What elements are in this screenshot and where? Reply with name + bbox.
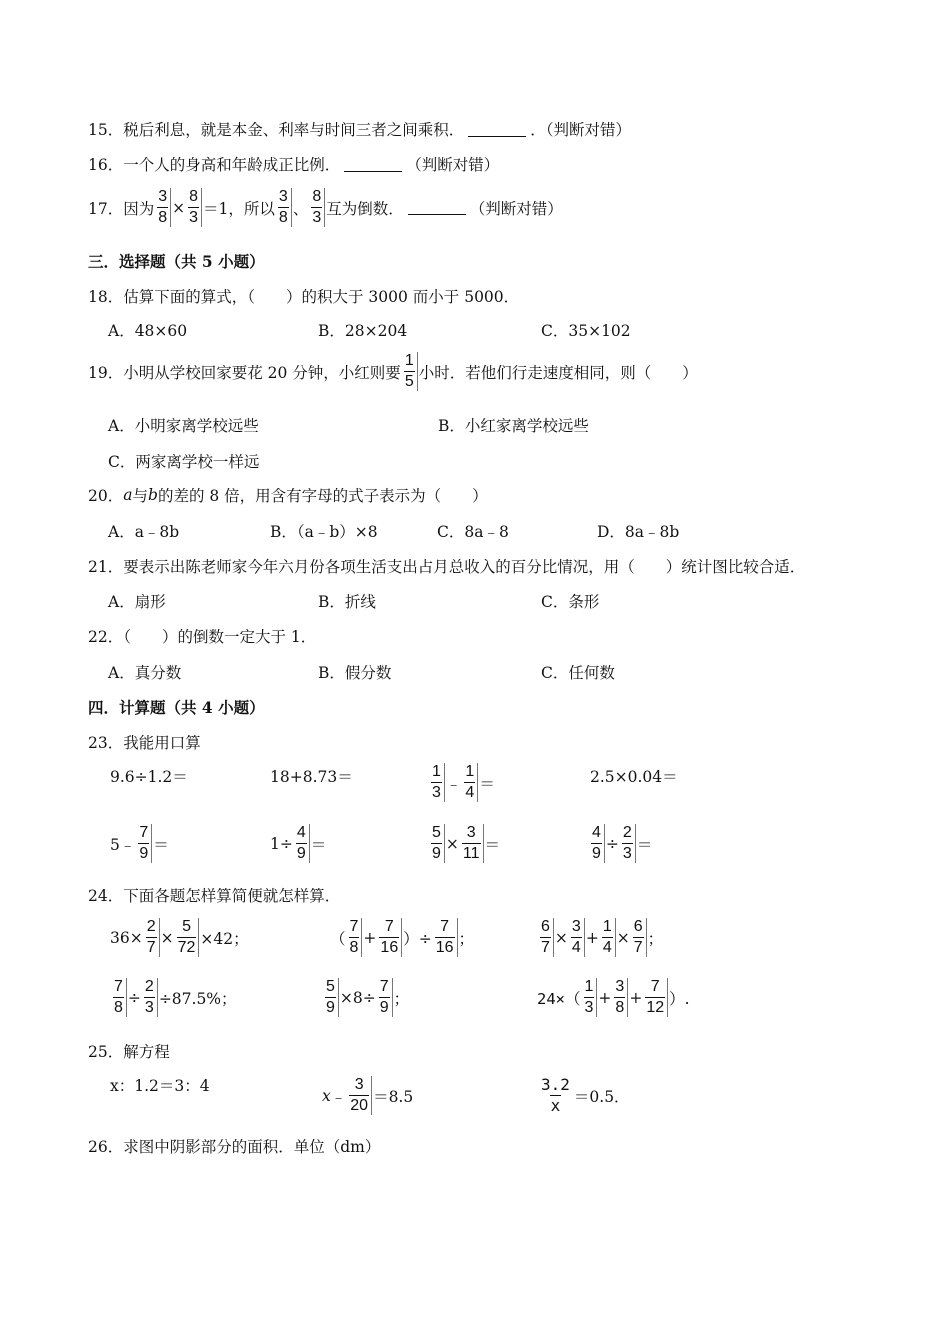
question-18-text: 18．估算下面的算式，（ ）的积大于 3000 而小于 5000． [88, 288, 520, 306]
question-26-title: 26．求图中阴影部分的面积．单位（dm） [88, 1138, 381, 1156]
variable-b: b [148, 486, 158, 504]
question-16 [88, 153, 499, 175]
answer-blank[interactable] [468, 122, 526, 137]
expression: 24×（ $\frac{1}{3}$ + $\frac{3}{8}$ + $\frac{7}{12}$ ）. [537, 978, 690, 1016]
expression: $\frac{1}{3}$ ﹣ $\frac{1}{4}$ ＝ [428, 763, 495, 802]
equation: x ﹣ $\frac{3}{20}$ ＝8.5 [322, 1076, 414, 1114]
question-15 [88, 118, 631, 140]
question-23-title: 23．我能用口算 [88, 734, 201, 752]
variable-a: a [123, 486, 133, 504]
equation: $\frac{3.2}{x}$ ＝0.5． [541, 1075, 630, 1115]
expression: $\frac{5}{9}$ × $\frac{3}{11}$ ＝ [428, 824, 500, 863]
question-20-text: 的差的 8 倍，用含有字母的式子表示为（ ） [157, 487, 488, 505]
question-15-text: 15．税后利息，就是本金、利率与时间三者之间乘积． [88, 121, 465, 139]
option-a[interactable]: A．a﹣8b [108, 523, 180, 541]
expression: 2.5×0.04＝ [590, 768, 678, 786]
question-17-prefix: 17．因为 [88, 199, 155, 218]
fraction: $\frac{8}{3}$ [309, 188, 325, 227]
option-d[interactable]: D．8a﹣8b [597, 523, 680, 541]
option-b[interactable]: B．小红家离学校远些 [438, 417, 589, 435]
answer-blank[interactable] [408, 200, 466, 215]
fraction: $\frac{8}{3}$ [186, 188, 202, 227]
option-b[interactable]: B．折线 [318, 593, 376, 611]
option-b[interactable]: B．假分数 [318, 664, 392, 682]
fraction: $\frac{1}{5}$ [402, 352, 418, 391]
option-a[interactable]: A．48×60 [108, 322, 188, 340]
question-17-mid: ＝1，所以 [203, 199, 275, 218]
question-22-text: 22．（ ）的倒数一定大于 1． [88, 628, 317, 646]
expression: $\frac{5}{9}$ ×8÷ $\frac{7}{9}$ ； [322, 978, 409, 1017]
question-19-post: 小时．若他们行走速度相同，则（ ） [418, 363, 698, 382]
question-number: 20． [88, 487, 124, 505]
option-a[interactable]: A．小明家离学校远些 [108, 417, 259, 435]
question-20-and: 与 [132, 487, 148, 505]
option-b[interactable]: B．（a﹣b）×8 [270, 523, 378, 541]
expression: $\frac{7}{8}$ ÷ $\frac{2}{3}$ ÷87.5%； [110, 978, 237, 1017]
option-c[interactable]: C．条形 [541, 593, 600, 611]
question-16-suffix: （判断对错） [406, 156, 500, 174]
question-20 [88, 484, 488, 506]
option-b[interactable]: B．28×204 [318, 322, 408, 340]
question-25-title: 25．解方程 [88, 1043, 170, 1061]
expression: （ $\frac{7}{8}$ + $\frac{7}{16}$ ）÷ $\frac{7}{16}$ ； [330, 918, 475, 956]
times-sign: × [172, 198, 186, 217]
option-c[interactable]: C．两家离学校一样远 [108, 453, 260, 471]
expression: 1÷ $\frac{4}{9}$ ＝ [270, 824, 327, 862]
expression: 36× $\frac{2}{7}$ × $\frac{5}{72}$ ×42； [110, 918, 249, 956]
separator: 、 [292, 199, 309, 218]
question-24-title: 24．下面各题怎样算简便就怎样算． [88, 887, 341, 905]
equation-rhs: ＝0.5． [573, 1087, 630, 1106]
question-17-post: 互为倒数． [326, 199, 404, 218]
option-c[interactable]: C．35×102 [541, 322, 631, 340]
question-17 [88, 188, 563, 227]
expression: 18+8.73＝ [270, 768, 353, 786]
equation: x：1.2＝3：4 [110, 1077, 210, 1095]
question-19 [88, 352, 698, 391]
expression: 9.6÷1.2＝ [110, 768, 188, 786]
fraction: $\frac{3}{8}$ [276, 188, 292, 227]
section-3-heading: 三．选择题（共 5 小题） [88, 252, 265, 271]
question-17-suffix: （判断对错） [469, 199, 563, 218]
expression: 5﹣ $\frac{7}{9}$ ＝ [110, 824, 169, 862]
question-16-text: 16．一个人的身高和年龄成正比例． [88, 156, 341, 174]
option-c[interactable]: C．8a﹣8 [437, 523, 509, 541]
answer-blank[interactable] [344, 157, 402, 172]
option-c[interactable]: C．任何数 [541, 664, 615, 682]
question-19-prefix: 19．小明从学校回家要花 20 分钟，小红则要 [88, 363, 401, 382]
option-a[interactable]: A．真分数 [108, 664, 182, 682]
expression: $\frac{4}{9}$ ÷ $\frac{2}{3}$ ＝ [588, 824, 652, 863]
option-a[interactable]: A．扇形 [108, 593, 166, 611]
expression: $\frac{6}{7}$ × $\frac{3}{4}$ + $\frac{1}{4}$ × $\frac{6}{7}$ ； [537, 918, 663, 957]
question-21-text: 21．要表示出陈老师家今年六月份各项生活支出占月总收入的百分比情况，用（ ）统计图比较合适． [88, 558, 806, 576]
section-4-heading: 四．计算题（共 4 小题） [88, 698, 265, 717]
fraction: $\frac{3}{8}$ [155, 188, 171, 227]
question-15-suffix: ．（判断对错） [530, 121, 631, 139]
